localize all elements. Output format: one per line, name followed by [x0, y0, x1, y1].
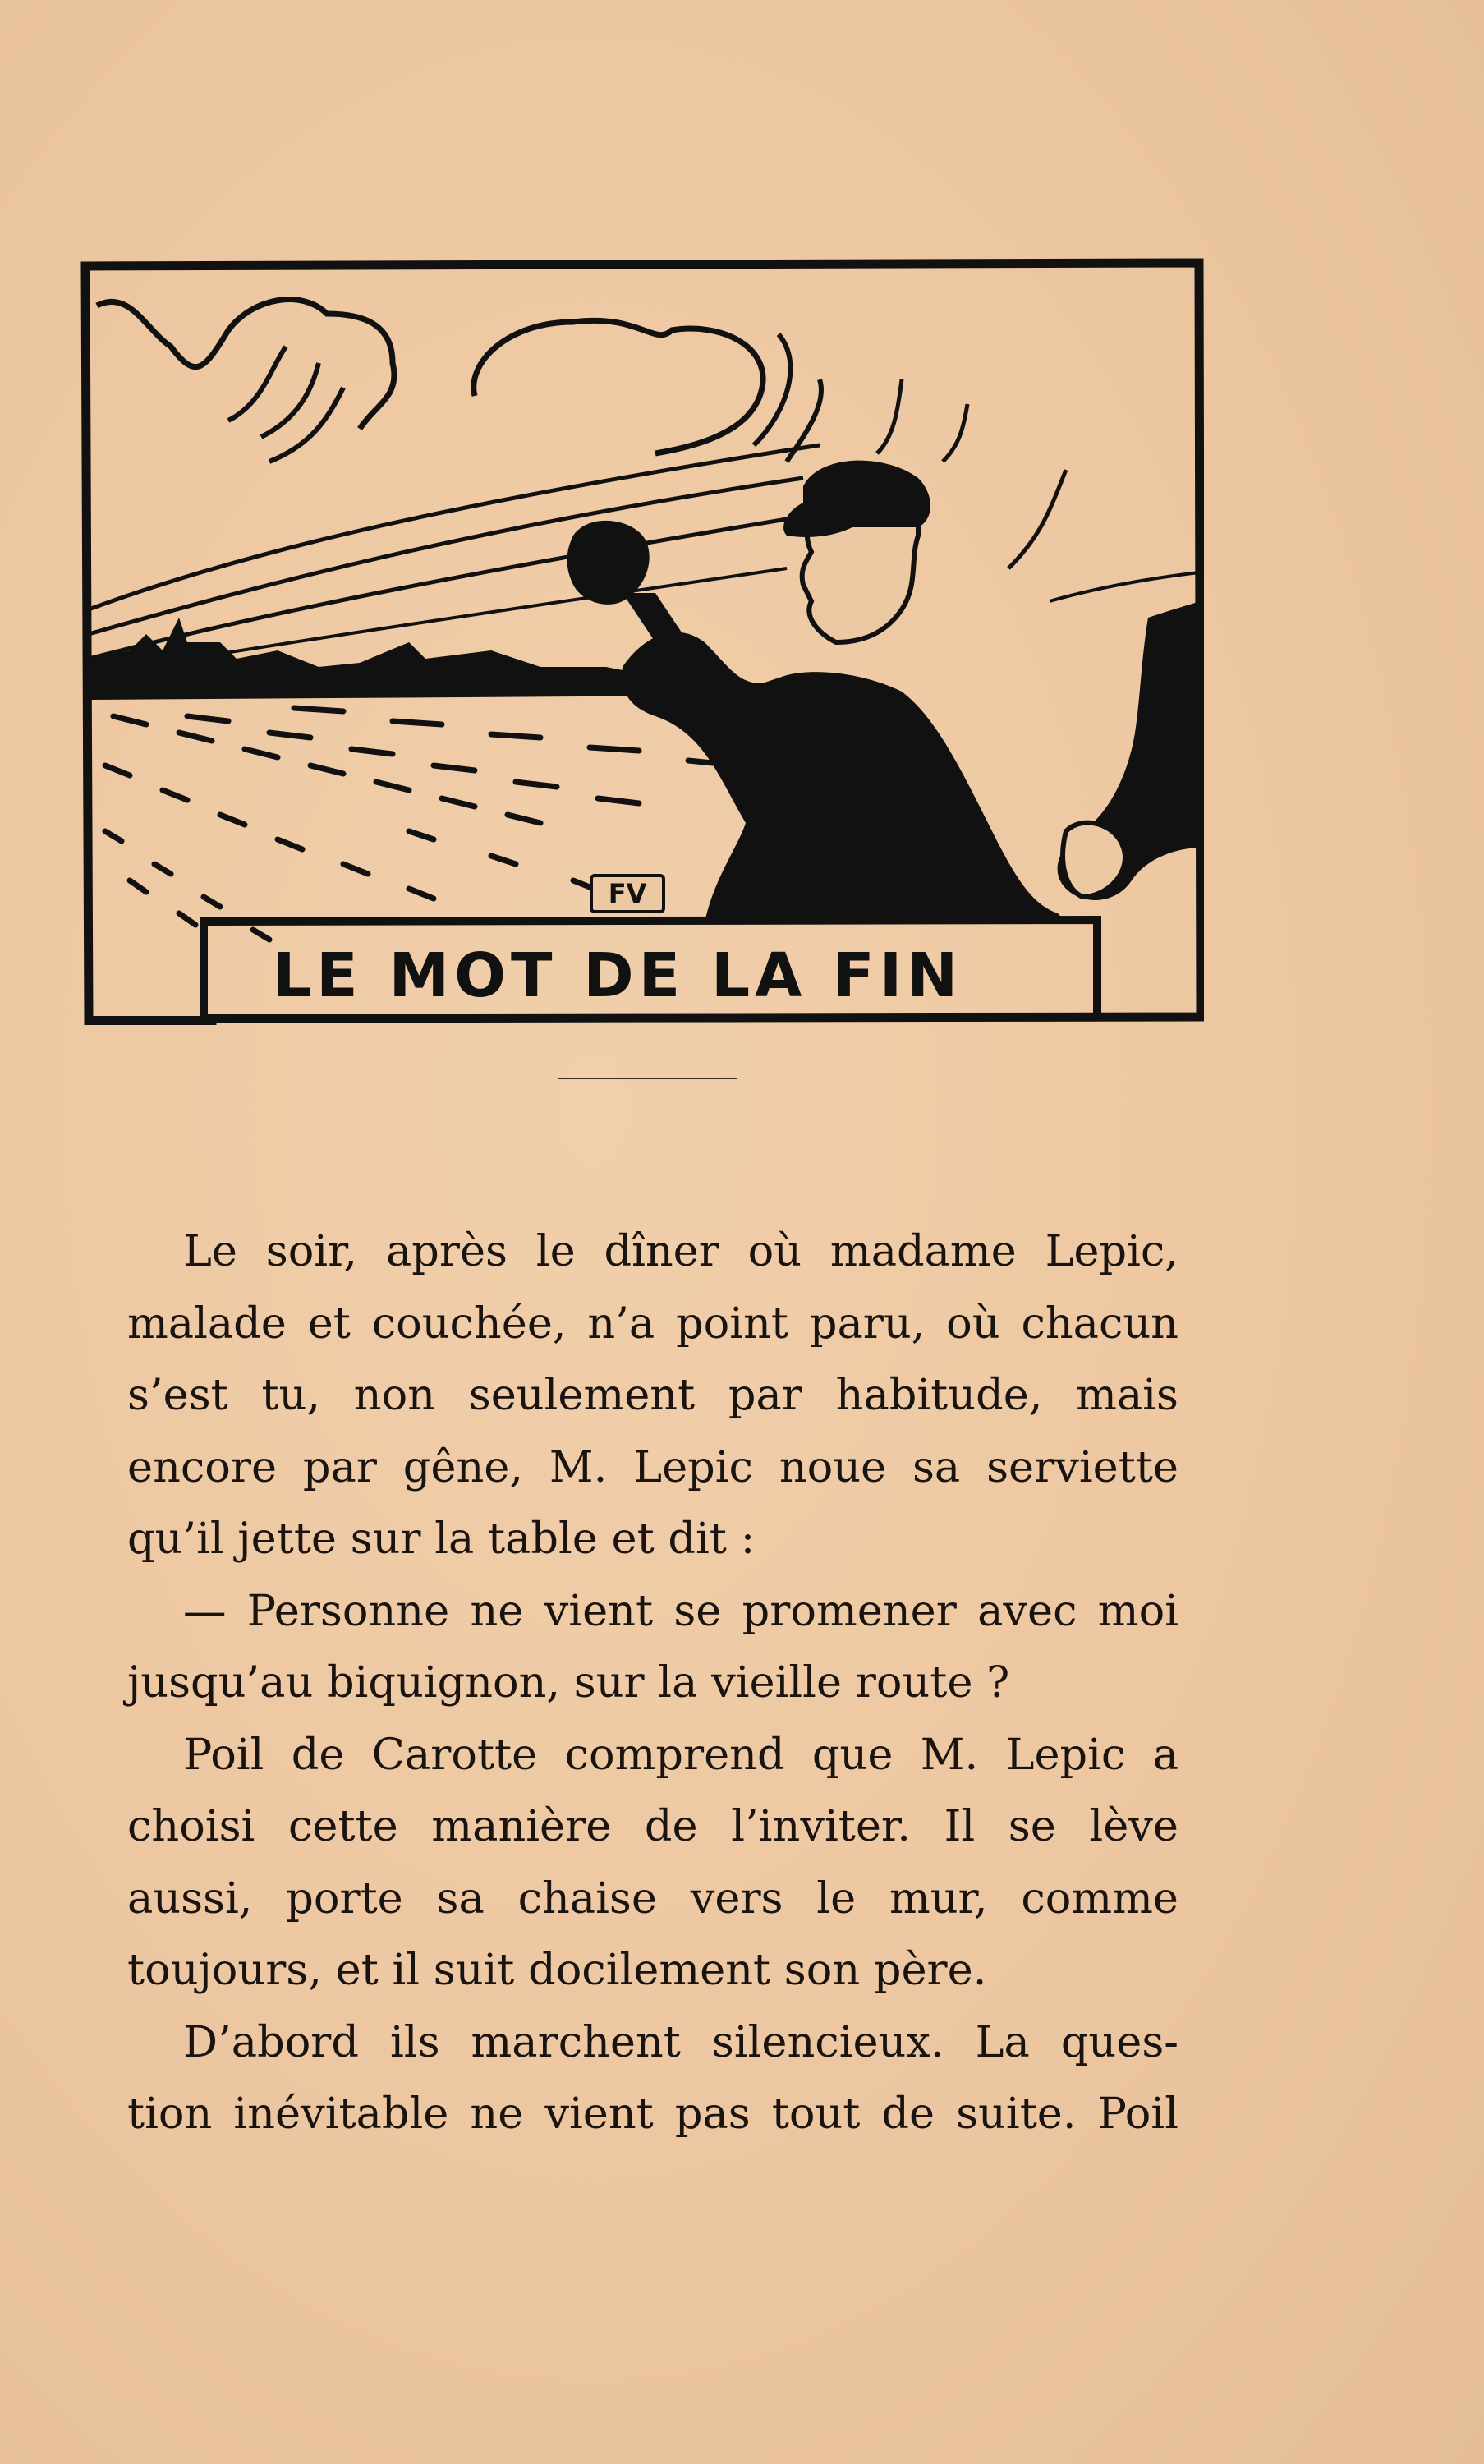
text-line: Poil de Carotte comprend que M. Lepic a: [183, 1729, 1178, 1780]
text-line: toujours, et il suit docilement son père.: [127, 1945, 987, 1995]
text-line: D’abord ils marchent silencieux. La ques-: [183, 2016, 1178, 2067]
text-line: aussi, porte sa chaise vers le mur, comme: [127, 1873, 1178, 1924]
text-line: malade et couchée, n’a point paru, où chacun: [127, 1298, 1178, 1349]
text-line: Le soir, après le dîner où madame Lepic,: [183, 1226, 1178, 1276]
divider-rule: [558, 1078, 737, 1079]
text-line: tion inévitable ne vient pas tout de suite. Poil: [127, 2089, 1178, 2139]
text-line: choisi cette manière de l’inviter. Il se lève: [127, 1801, 1178, 1851]
text-line: jusqu’au biquignon, sur la vieille route ?: [127, 1657, 1010, 1708]
text-line: qu’il jette sur la table et dit :: [127, 1514, 756, 1564]
chapter-title: LE MOT DE LA FIN: [273, 940, 963, 1011]
artist-monogram: FV: [590, 874, 665, 913]
chapter-body-text: [127, 1216, 1178, 2150]
text-line: s’est tu, non seulement par habitude, mais: [127, 1370, 1178, 1420]
text-line: — Personne ne vient se promener avec moi: [183, 1585, 1178, 1636]
text-line: encore par gêne, M. Lepic noue sa serviette: [127, 1441, 1178, 1492]
